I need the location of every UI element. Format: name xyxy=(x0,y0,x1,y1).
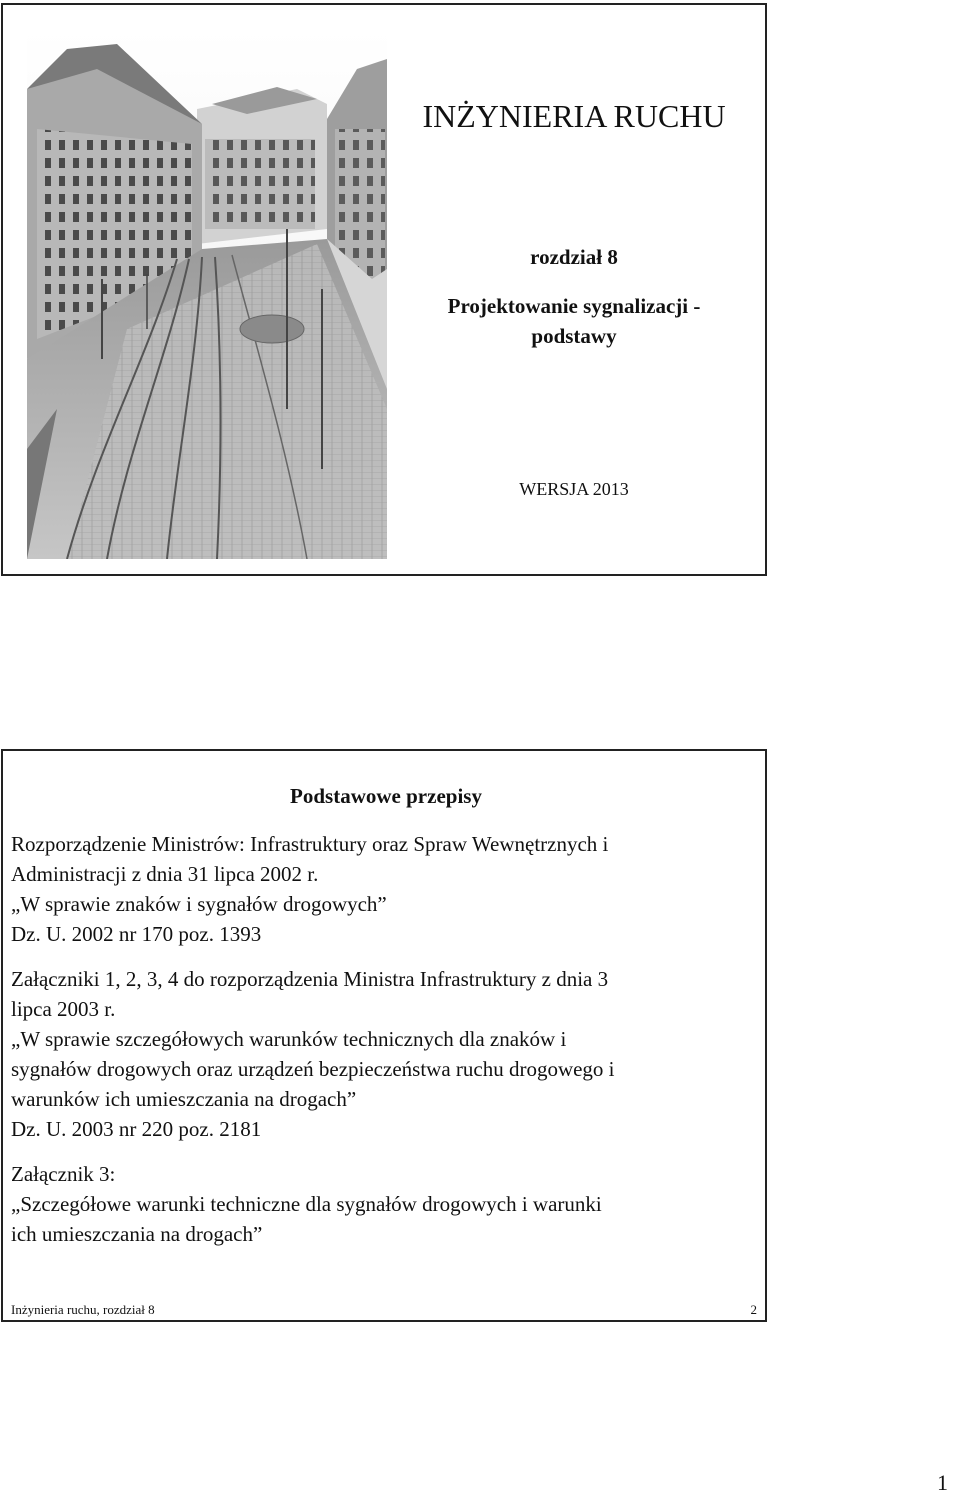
body-line: Administracji z dnia 31 lipca 2002 r. xyxy=(11,862,319,886)
slide-2 xyxy=(1,749,767,1322)
body-line: „W sprawie szczegółowych warunków technicznych dla znaków i xyxy=(11,1027,567,1051)
version-label: WERSJA 2013 xyxy=(519,479,629,499)
body-line: „W sprawie znaków i sygnałów drogowych” xyxy=(11,892,387,916)
slide-footer-title: Inżynieria ruchu, rozdział 8 xyxy=(11,1302,155,1317)
paragraph-gap xyxy=(11,1144,761,1159)
subtitle-line-2: podstawy xyxy=(531,324,617,349)
chapter-label: rozdział 8 xyxy=(530,245,618,269)
slide-title: Podstawowe przepisy xyxy=(290,784,482,808)
body-line: ich umieszczania na drogach” xyxy=(11,1222,263,1246)
body-line: Rozporządzenie Ministrów: Infrastruktury oraz Spraw Wewnętrznych i xyxy=(11,832,609,856)
page-number: 1 xyxy=(937,1470,948,1495)
body-line: lipca 2003 r. xyxy=(11,997,116,1021)
street-photo xyxy=(27,29,387,559)
body-line: sygnałów drogowych oraz urządzeń bezpieczeństwa ruchu drogowego i xyxy=(11,1057,615,1081)
presentation-title: INŻYNIERIA RUCHU xyxy=(422,98,726,134)
body-line: „Szczegółowe warunki techniczne dla sygnałów drogowych i warunki xyxy=(11,1192,602,1216)
paragraph-gap xyxy=(11,949,761,964)
slide-1 xyxy=(1,3,767,576)
body-line: Dz. U. 2003 nr 220 poz. 2181 xyxy=(11,1117,262,1141)
slide-body xyxy=(11,829,761,1249)
presentation-subtitle xyxy=(393,291,755,352)
subtitle-line-1: Projektowanie sygnalizacji - xyxy=(447,294,701,318)
body-line: Załączniki 1, 2, 3, 4 do rozporządzenia Ministra Infrastruktury z dnia 3 xyxy=(11,967,609,991)
body-line: Załącznik 3: xyxy=(11,1162,116,1186)
slide-number: 2 xyxy=(750,1302,757,1317)
body-line: Dz. U. 2002 nr 170 poz. 1393 xyxy=(11,922,262,946)
body-line: warunków ich umieszczania na drogach” xyxy=(11,1087,357,1111)
